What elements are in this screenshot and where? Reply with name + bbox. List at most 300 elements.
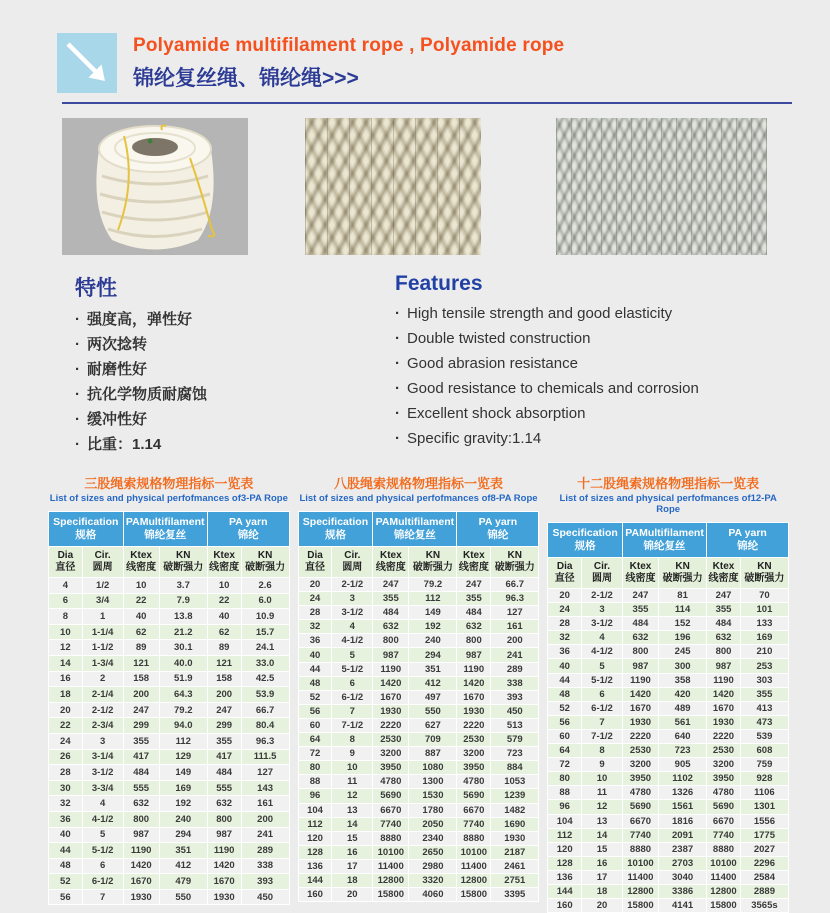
- table-row: [298, 662, 539, 676]
- table-row: [298, 592, 539, 606]
- table-cell: 40: [548, 659, 582, 673]
- table-cell: 11400: [457, 859, 491, 873]
- feature-item: · Double twisted construction: [395, 330, 699, 347]
- table-cell: 32: [49, 796, 83, 812]
- table-cell: 579: [491, 733, 539, 747]
- table-cell: 11: [582, 786, 623, 800]
- table-cell: 2530: [622, 744, 658, 758]
- table-cell: 144: [548, 884, 582, 898]
- table-cell: 632: [373, 620, 409, 634]
- table-cell: 355: [207, 733, 241, 749]
- table-cell: 64: [548, 744, 582, 758]
- table-cell: 539: [740, 729, 788, 743]
- table-cell: 12800: [457, 873, 491, 887]
- table-cell: 479: [159, 874, 207, 890]
- table-cell: 4-1/2: [82, 811, 123, 827]
- table-cell: 7740: [707, 828, 741, 842]
- table-row: [49, 827, 290, 843]
- table-cell: 32: [298, 620, 332, 634]
- table-cell: 5-1/2: [582, 673, 623, 687]
- table-row: [298, 578, 539, 592]
- table-cell: 20: [49, 702, 83, 718]
- table-cell: 44: [548, 673, 582, 687]
- table-cell: 355: [740, 687, 788, 701]
- table-cell: 40: [49, 827, 83, 843]
- table-cell: 24: [298, 592, 332, 606]
- table-row: [548, 884, 789, 898]
- table-cell: 1190: [457, 662, 491, 676]
- table-cell: 10: [582, 772, 623, 786]
- table-cell: 17: [332, 859, 373, 873]
- feature-item: · 两次捻转: [75, 336, 395, 353]
- table-cell: 759: [740, 758, 788, 772]
- features-chinese: [75, 272, 395, 461]
- table-cell: 40: [123, 609, 159, 625]
- table-row: [548, 800, 789, 814]
- table-cell: 241: [491, 648, 539, 662]
- table-cell: 3950: [707, 772, 741, 786]
- table-cell: 1190: [622, 673, 658, 687]
- table-cell: 800: [373, 634, 409, 648]
- table-cell: 2187: [491, 845, 539, 859]
- table-column-header: KN 破断强力: [491, 547, 539, 578]
- table-cell: 7: [332, 704, 373, 718]
- table-cell: 33.0: [241, 655, 289, 671]
- table-cell: 289: [241, 843, 289, 859]
- table-cell: 6670: [707, 814, 741, 828]
- table-cell: 12800: [373, 873, 409, 887]
- table-column-header: KN 破断强力: [740, 558, 788, 589]
- table-cell: 289: [491, 662, 539, 676]
- table-cell: 1780: [409, 803, 457, 817]
- table-cell: 2220: [622, 729, 658, 743]
- table-cell: 355: [457, 592, 491, 606]
- table-cell: 64: [298, 733, 332, 747]
- table-row: [548, 744, 789, 758]
- feature-item: · Good abrasion resistance: [395, 355, 699, 372]
- table-cell: 5690: [457, 789, 491, 803]
- table-cell: 2461: [491, 859, 539, 873]
- table-cell: 417: [207, 749, 241, 765]
- table-cell: 196: [659, 631, 707, 645]
- table-cell: 48: [298, 676, 332, 690]
- feature-item: · High tensile strength and good elasticity: [395, 305, 699, 322]
- table-cell: 3040: [659, 870, 707, 884]
- table-cell: 412: [409, 676, 457, 690]
- table-cell: 13.8: [159, 609, 207, 625]
- product-images-row: [62, 118, 830, 255]
- table-cell: 632: [707, 631, 741, 645]
- table-cell: 2530: [373, 733, 409, 747]
- table-cell: 1556: [740, 814, 788, 828]
- table-cell: 4060: [409, 888, 457, 902]
- table-cell: 1690: [491, 817, 539, 831]
- table-cell: 20: [298, 578, 332, 592]
- table-title-en: List of sizes and physical perfofmances of3-PA Rope: [49, 493, 288, 504]
- table-cell: 12800: [622, 884, 658, 898]
- table-cell: 247: [123, 702, 159, 718]
- table-cell: 3200: [707, 758, 741, 772]
- table-cell: 1420: [123, 858, 159, 874]
- table-cell: 2530: [707, 744, 741, 758]
- table-cell: 7: [82, 889, 123, 905]
- table-column-header: Cir. 圆周: [582, 558, 623, 589]
- table-column-header: Cir. 圆周: [82, 547, 123, 578]
- table-cell: 16: [49, 671, 83, 687]
- table-cell: 3-1/2: [332, 606, 373, 620]
- table-cell: 6-1/2: [82, 874, 123, 890]
- table-cell: 3395: [491, 888, 539, 902]
- table-row: [548, 603, 789, 617]
- table-column-header: Ktex 线密度: [373, 547, 409, 578]
- table-cell: 8880: [707, 842, 741, 856]
- table-cell: 6: [582, 687, 623, 701]
- table-row: [49, 889, 290, 905]
- table-cell: 632: [622, 631, 658, 645]
- table-cell: 79.2: [159, 702, 207, 718]
- table-row: [298, 789, 539, 803]
- table-cell: 10: [207, 578, 241, 594]
- table-cell: 52: [49, 874, 83, 890]
- table-column-header: KN 破断强力: [409, 547, 457, 578]
- table-row: [49, 671, 290, 687]
- table-cell: 413: [740, 701, 788, 715]
- table-cell: 303: [740, 673, 788, 687]
- table-cell: 247: [622, 589, 658, 603]
- table-cell: 12: [582, 800, 623, 814]
- spec-tables-section: [48, 476, 789, 913]
- table-cell: 2889: [740, 884, 788, 898]
- table-cell: 15800: [707, 899, 741, 913]
- table-cell: 4780: [457, 775, 491, 789]
- table-row: [298, 761, 539, 775]
- table-row: [298, 690, 539, 704]
- diagonal-arrow-icon: [57, 33, 117, 93]
- table-cell: 136: [298, 859, 332, 873]
- table-cell: 28: [49, 765, 83, 781]
- table-cell: 56: [49, 889, 83, 905]
- table-cell: 158: [123, 671, 159, 687]
- table-cell: 355: [707, 603, 741, 617]
- table-cell: 6: [49, 593, 83, 609]
- table-cell: 14: [582, 828, 623, 842]
- table-row: [548, 842, 789, 856]
- table-cell: 192: [409, 620, 457, 634]
- table-group-header: PAMultifilament 锦纶复丝: [373, 512, 457, 547]
- table-cell: 3/4: [82, 593, 123, 609]
- table-row: [49, 749, 290, 765]
- table-group-header: Specification 规格: [49, 512, 124, 547]
- table-cell: 3-1/2: [82, 765, 123, 781]
- table-cell: 5-1/2: [332, 662, 373, 676]
- table-cell: 484: [622, 617, 658, 631]
- table-row: [49, 640, 290, 656]
- table-cell: 355: [123, 733, 159, 749]
- table-cell: 355: [373, 592, 409, 606]
- table-cell: 28: [548, 617, 582, 631]
- table-cell: 555: [123, 780, 159, 796]
- table-cell: 7740: [373, 817, 409, 831]
- table-cell: 36: [298, 634, 332, 648]
- table-cell: 48: [548, 687, 582, 701]
- table-cell: 12: [332, 789, 373, 803]
- table-cell: 28: [298, 606, 332, 620]
- table-cell: 1930: [491, 831, 539, 845]
- table-cell: 5690: [373, 789, 409, 803]
- table-cell: 2027: [740, 842, 788, 856]
- table-cell: 6: [82, 858, 123, 874]
- table-cell: 3200: [457, 747, 491, 761]
- table-cell: 20: [548, 589, 582, 603]
- table-cell: 1/2: [82, 578, 123, 594]
- table-cell: 497: [409, 690, 457, 704]
- table-cell: 94.0: [159, 718, 207, 734]
- table-title-cn: 八股绳索规格物理指标一览表: [334, 476, 504, 491]
- table-cell: 627: [409, 718, 457, 732]
- table-cell: 632: [207, 796, 241, 812]
- table-row: [548, 673, 789, 687]
- table-cell: 121: [207, 655, 241, 671]
- table-row: [298, 775, 539, 789]
- table-cell: 1420: [207, 858, 241, 874]
- table-cell: 2-1/2: [82, 702, 123, 718]
- table-cell: 1930: [707, 715, 741, 729]
- table-cell: 18: [332, 873, 373, 887]
- table-cell: 6670: [622, 814, 658, 828]
- table-column-header: KN 破断强力: [659, 558, 707, 589]
- table-cell: 1239: [491, 789, 539, 803]
- twelve-strand-rope-image: [556, 118, 767, 255]
- table-cell: 52: [548, 701, 582, 715]
- table-cell: 120: [298, 831, 332, 845]
- table-cell: 36: [548, 645, 582, 659]
- table-row: [49, 843, 290, 859]
- table-cell: 294: [159, 827, 207, 843]
- table-cell: 800: [123, 811, 159, 827]
- table-cell: 200: [123, 687, 159, 703]
- table-cell: 44: [49, 843, 83, 859]
- table-cell: 1816: [659, 814, 707, 828]
- feature-item: · 缓冲性好: [75, 411, 395, 428]
- table-cell: 3: [582, 603, 623, 617]
- table-row: [548, 631, 789, 645]
- table-cell: 2220: [457, 718, 491, 732]
- table-cell: 88: [298, 775, 332, 789]
- table-cell: 104: [548, 814, 582, 828]
- table-cell: 484: [207, 765, 241, 781]
- table-cell: 44: [298, 662, 332, 676]
- table-cell: 112: [298, 817, 332, 831]
- feature-item: · Excellent shock absorption: [395, 405, 699, 422]
- table-cell: 3950: [622, 772, 658, 786]
- table-cell: 1930: [207, 889, 241, 905]
- table-cell: 355: [622, 603, 658, 617]
- table-cell: 10: [49, 624, 83, 640]
- table-cell: 40: [298, 648, 332, 662]
- table-cell: 80: [548, 772, 582, 786]
- table-cell: 632: [123, 796, 159, 812]
- table-cell: 253: [740, 659, 788, 673]
- table-row: [49, 874, 290, 890]
- table-cell: 72: [548, 758, 582, 772]
- table-group-header: PAMultifilament 锦纶复丝: [622, 523, 706, 558]
- table-cell: 2980: [409, 859, 457, 873]
- table-cell: 104: [298, 803, 332, 817]
- table-column-header-row: [548, 558, 789, 589]
- table-cell: 3200: [622, 758, 658, 772]
- table-cell: 608: [740, 744, 788, 758]
- table-column-header: Dia 直径: [49, 547, 83, 578]
- table-row: [49, 780, 290, 796]
- spec-table-8pa-grid: [298, 511, 540, 902]
- table-cell: 800: [622, 645, 658, 659]
- table-cell: 723: [491, 747, 539, 761]
- table-cell: 1670: [373, 690, 409, 704]
- table-cell: 1: [82, 609, 123, 625]
- table-cell: 1670: [123, 874, 159, 890]
- table-cell: 489: [659, 701, 707, 715]
- table-cell: 393: [241, 874, 289, 890]
- table-cell: 8880: [622, 842, 658, 856]
- table-cell: 158: [207, 671, 241, 687]
- table-cell: 2751: [491, 873, 539, 887]
- table-row: [298, 831, 539, 845]
- table-cell: 169: [740, 631, 788, 645]
- table-row: [49, 718, 290, 734]
- table-cell: 2091: [659, 828, 707, 842]
- table-cell: 32: [548, 631, 582, 645]
- table-cell: 2584: [740, 870, 788, 884]
- table-row: [548, 814, 789, 828]
- page-title-en: Polyamide multifilament rope , Polyamide rope: [133, 35, 565, 56]
- table-cell: 2.6: [241, 578, 289, 594]
- table-cell: 1670: [622, 701, 658, 715]
- table-cell: 15800: [457, 888, 491, 902]
- table-cell: 160: [298, 888, 332, 902]
- table-cell: 4: [332, 620, 373, 634]
- table-cell: 40: [207, 609, 241, 625]
- table-row: [548, 758, 789, 772]
- table-row: [49, 765, 290, 781]
- feature-item: · Specific gravity:1.14: [395, 430, 699, 447]
- table-cell: 2387: [659, 842, 707, 856]
- table-cell: 1420: [373, 676, 409, 690]
- table-cell: 2-3/4: [82, 718, 123, 734]
- table-cell: 42.5: [241, 671, 289, 687]
- table-column-header: Ktex 线密度: [457, 547, 491, 578]
- table-cell: 169: [159, 780, 207, 796]
- table-cell: 1670: [207, 874, 241, 890]
- table-cell: 7740: [457, 817, 491, 831]
- feature-item: · 强度高，弹性好: [75, 311, 395, 328]
- table-cell: 1930: [457, 704, 491, 718]
- table-cell: 5: [82, 827, 123, 843]
- table-cell: 5690: [707, 800, 741, 814]
- table-row: [298, 676, 539, 690]
- table-cell: 60: [298, 718, 332, 732]
- table-cell: 36: [49, 811, 83, 827]
- table-cell: 5: [582, 659, 623, 673]
- table-cell: 10: [123, 578, 159, 594]
- table-cell: 21.2: [159, 624, 207, 640]
- table-row: [49, 796, 290, 812]
- table-cell: 723: [659, 744, 707, 758]
- table-cell: 4-1/2: [332, 634, 373, 648]
- table-cell: 4-1/2: [582, 645, 623, 659]
- table-cell: 4780: [622, 786, 658, 800]
- table-cell: 4: [582, 631, 623, 645]
- table-cell: 62: [123, 624, 159, 640]
- table-cell: 89: [123, 640, 159, 656]
- table-cell: 1482: [491, 803, 539, 817]
- table-cell: 1190: [123, 843, 159, 859]
- table-column-header: KN 破断强力: [241, 547, 289, 578]
- table-cell: 18: [582, 884, 623, 898]
- table-cell: 88: [548, 786, 582, 800]
- table-row: [49, 702, 290, 718]
- table-cell: 4: [82, 796, 123, 812]
- table-cell: 555: [207, 780, 241, 796]
- spec-table-3pa: [48, 476, 290, 913]
- table-cell: 1930: [373, 704, 409, 718]
- table-cell: 10100: [622, 856, 658, 870]
- feature-item: · Good resistance to chemicals and corrosion: [395, 380, 699, 397]
- table-group-header: PA yarn 锦纶: [457, 512, 539, 547]
- table-cell: 3565s: [740, 899, 788, 913]
- table-cell: 17: [582, 870, 623, 884]
- spec-table-3pa-grid: [48, 511, 290, 905]
- table-group-header: Specification 规格: [298, 512, 373, 547]
- table-cell: 161: [491, 620, 539, 634]
- table-cell: 143: [241, 780, 289, 796]
- table-cell: 1300: [409, 775, 457, 789]
- table-cell: 81: [659, 589, 707, 603]
- table-cell: 351: [159, 843, 207, 859]
- table-cell: 13: [332, 803, 373, 817]
- table-row: [548, 617, 789, 631]
- table-cell: 6-1/2: [582, 701, 623, 715]
- spec-table-12pa: [547, 476, 789, 913]
- table-cell: 1080: [409, 761, 457, 775]
- table-cell: 51.9: [159, 671, 207, 687]
- table-cell: 128: [298, 845, 332, 859]
- table-cell: 3: [82, 733, 123, 749]
- table-cell: 2-1/2: [332, 578, 373, 592]
- table-cell: 200: [241, 811, 289, 827]
- table-cell: 149: [159, 765, 207, 781]
- table-row: [298, 620, 539, 634]
- table-title-en: List of sizes and physical perfofmances of8-PA Rope: [299, 493, 538, 504]
- table-cell: 1190: [707, 673, 741, 687]
- table-cell: 987: [123, 827, 159, 843]
- table-cell: 800: [707, 645, 741, 659]
- table-row: [298, 648, 539, 662]
- table-title-en: List of sizes and physical perfofmances of12-PA Rope: [559, 493, 777, 515]
- table-row: [298, 888, 539, 902]
- table-row: [548, 828, 789, 842]
- table-column-header: Ktex 线密度: [123, 547, 159, 578]
- table-row: [298, 634, 539, 648]
- table-row: [298, 859, 539, 873]
- table-cell: 12: [49, 640, 83, 656]
- table-cell: 72: [298, 747, 332, 761]
- table-cell: 48: [49, 858, 83, 874]
- table-cell: 24.1: [241, 640, 289, 656]
- table-cell: 120: [548, 842, 582, 856]
- table-cell: 1420: [622, 687, 658, 701]
- table-cell: 149: [409, 606, 457, 620]
- table-group-header: PA yarn 锦纶: [707, 523, 789, 558]
